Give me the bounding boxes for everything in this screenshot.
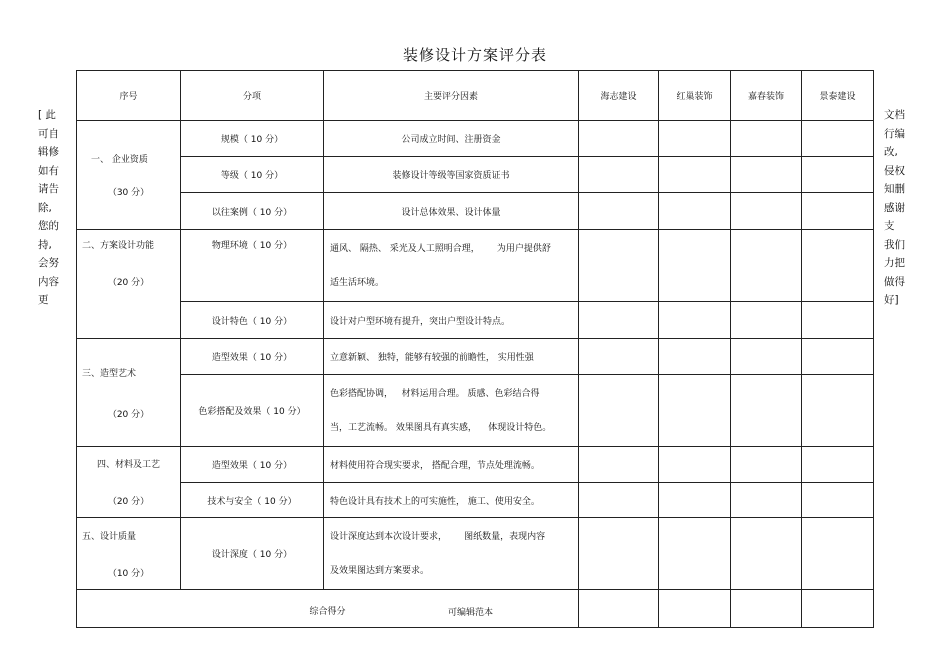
score-cell[interactable] xyxy=(579,483,659,518)
score-cell[interactable] xyxy=(731,518,802,590)
category-title: 一、 企业资质 xyxy=(91,155,148,165)
score-cell[interactable] xyxy=(659,339,731,375)
item-name: 规模（ 10 分） xyxy=(181,121,324,157)
category-cell xyxy=(77,339,181,447)
item-factor: 设计总体效果、设计体量 xyxy=(324,193,579,230)
table-row xyxy=(77,339,874,375)
category-title: 五、设计质量 xyxy=(82,531,137,542)
score-cell[interactable] xyxy=(659,230,731,302)
score-cell[interactable] xyxy=(731,193,802,230)
item-name: 等级（ 10 分） xyxy=(181,157,324,193)
left-side-note: [ 此 可自 辑修 如有 请告 除, 您的 持, 会努 内容 更 xyxy=(38,109,59,306)
score-cell[interactable] xyxy=(659,121,731,157)
category-cell xyxy=(77,121,181,230)
score-cell[interactable] xyxy=(731,302,802,339)
footer-note: 可编辑范本 xyxy=(448,608,494,618)
score-cell[interactable] xyxy=(659,193,731,230)
item-factor-text: 通风、 隔热、 采光及人工照明合理， 为用户提供舒 适生活环境。 xyxy=(330,243,551,288)
total-score-cell[interactable] xyxy=(802,590,874,628)
header-factors: 主要评分因素 xyxy=(324,71,579,121)
category-cell xyxy=(77,230,181,339)
score-cell[interactable] xyxy=(659,518,731,590)
item-factor: 材料使用符合现实要求， 搭配合理，节点处理流畅。 xyxy=(324,447,579,483)
item-factor xyxy=(324,375,579,447)
score-table xyxy=(76,70,874,628)
category-title: 四、材料及工艺 xyxy=(96,460,160,470)
right-side-note: 文档 行编 改, 侵权 知删 感谢 支 我们 力把 做得 好] xyxy=(884,109,905,306)
header-company-jingtai: 景泰建设 xyxy=(802,71,874,121)
table-row xyxy=(77,121,874,157)
score-cell[interactable] xyxy=(579,193,659,230)
item-factor xyxy=(324,230,579,302)
item-name: 色彩搭配及效果（ 10 分） xyxy=(181,375,324,447)
score-cell[interactable] xyxy=(579,339,659,375)
header-seq: 序号 xyxy=(77,71,181,121)
category-points: （30 分） xyxy=(107,188,150,198)
score-cell[interactable] xyxy=(579,157,659,193)
item-factor: 设计对户型环境有提升，突出户型设计特点。 xyxy=(324,302,579,339)
score-cell[interactable] xyxy=(731,121,802,157)
score-cell[interactable] xyxy=(579,121,659,157)
item-name: 设计特色（ 10 分） xyxy=(181,302,324,339)
header-row xyxy=(77,71,874,121)
table-row xyxy=(77,193,874,230)
score-cell[interactable] xyxy=(802,339,874,375)
score-cell[interactable] xyxy=(802,121,874,157)
item-name: 造型效果（ 10 分） xyxy=(181,447,324,483)
score-cell[interactable] xyxy=(659,157,731,193)
category-points: （20 分） xyxy=(107,409,150,420)
item-factor-text: 色彩搭配协调， 材料运用合理。 质感、色彩结合得 当，工艺流畅。 效果图具有真实感， 体现设计特色。 xyxy=(330,388,552,433)
score-cell[interactable] xyxy=(802,483,874,518)
score-cell[interactable] xyxy=(579,518,659,590)
item-name: 设计深度（ 10 分） xyxy=(181,518,324,590)
category-points: （10 分） xyxy=(107,568,150,579)
table-row xyxy=(77,230,874,302)
item-factor: 立意新颖、 独特，能够有较强的前瞻性， 实用性强 xyxy=(324,339,579,375)
item-name: 以往案例（ 10 分） xyxy=(181,193,324,230)
category-points: （20 分） xyxy=(107,278,150,288)
score-cell[interactable] xyxy=(659,375,731,447)
score-cell[interactable] xyxy=(802,447,874,483)
header-company-haizhi: 海志建设 xyxy=(579,71,659,121)
total-score-cell[interactable] xyxy=(659,590,731,628)
category-cell xyxy=(77,518,181,590)
score-cell[interactable] xyxy=(802,193,874,230)
score-cell[interactable] xyxy=(802,230,874,302)
page-title: 装修设计方案评分表 xyxy=(402,46,547,64)
table-row xyxy=(77,302,874,339)
score-cell[interactable] xyxy=(731,157,802,193)
table-row xyxy=(77,483,874,518)
score-cell[interactable] xyxy=(731,339,802,375)
score-cell[interactable] xyxy=(802,375,874,447)
score-cell[interactable] xyxy=(802,302,874,339)
total-score-cell[interactable] xyxy=(579,590,659,628)
item-factor xyxy=(324,518,579,590)
item-name: 技术与安全（ 10 分） xyxy=(181,483,324,518)
score-cell[interactable] xyxy=(802,157,874,193)
header-item: 分项 xyxy=(181,71,324,121)
table-row xyxy=(77,447,874,483)
score-cell[interactable] xyxy=(659,447,731,483)
score-cell[interactable] xyxy=(731,375,802,447)
item-factor: 公司成立时间、注册资金 xyxy=(324,121,579,157)
table-row xyxy=(77,157,874,193)
score-cell[interactable] xyxy=(579,375,659,447)
score-cell[interactable] xyxy=(579,447,659,483)
category-cell xyxy=(77,447,181,518)
item-factor: 特色设计具有技术上的可实施性， 施工、使用安全。 xyxy=(324,483,579,518)
header-company-hongchao: 红巢装饰 xyxy=(659,71,731,121)
item-factor-text: 设计深度达到本次设计要求， 图纸数量，表现内容 及效果图达到方案要求。 xyxy=(330,531,546,576)
category-title: 二、方案设计功能 xyxy=(82,241,155,251)
score-cell[interactable] xyxy=(659,483,731,518)
score-cell[interactable] xyxy=(731,230,802,302)
total-label: 综合得分 xyxy=(77,590,579,628)
category-points: （20 分） xyxy=(107,497,150,507)
score-cell[interactable] xyxy=(659,302,731,339)
score-cell[interactable] xyxy=(579,230,659,302)
total-score-cell[interactable] xyxy=(731,590,802,628)
item-factor: 装修设计等级等国家资质证书 xyxy=(324,157,579,193)
table-row xyxy=(77,375,874,447)
score-cell[interactable] xyxy=(579,302,659,339)
score-cell[interactable] xyxy=(731,483,802,518)
score-cell[interactable] xyxy=(802,518,874,590)
item-name: 造型效果（ 10 分） xyxy=(181,339,324,375)
item-name: 物理环境（ 10 分） xyxy=(181,230,324,302)
header-company-jiachun: 嘉春装饰 xyxy=(731,71,802,121)
category-title: 三、造型艺术 xyxy=(82,368,137,379)
table-row xyxy=(77,518,874,590)
score-cell[interactable] xyxy=(731,447,802,483)
